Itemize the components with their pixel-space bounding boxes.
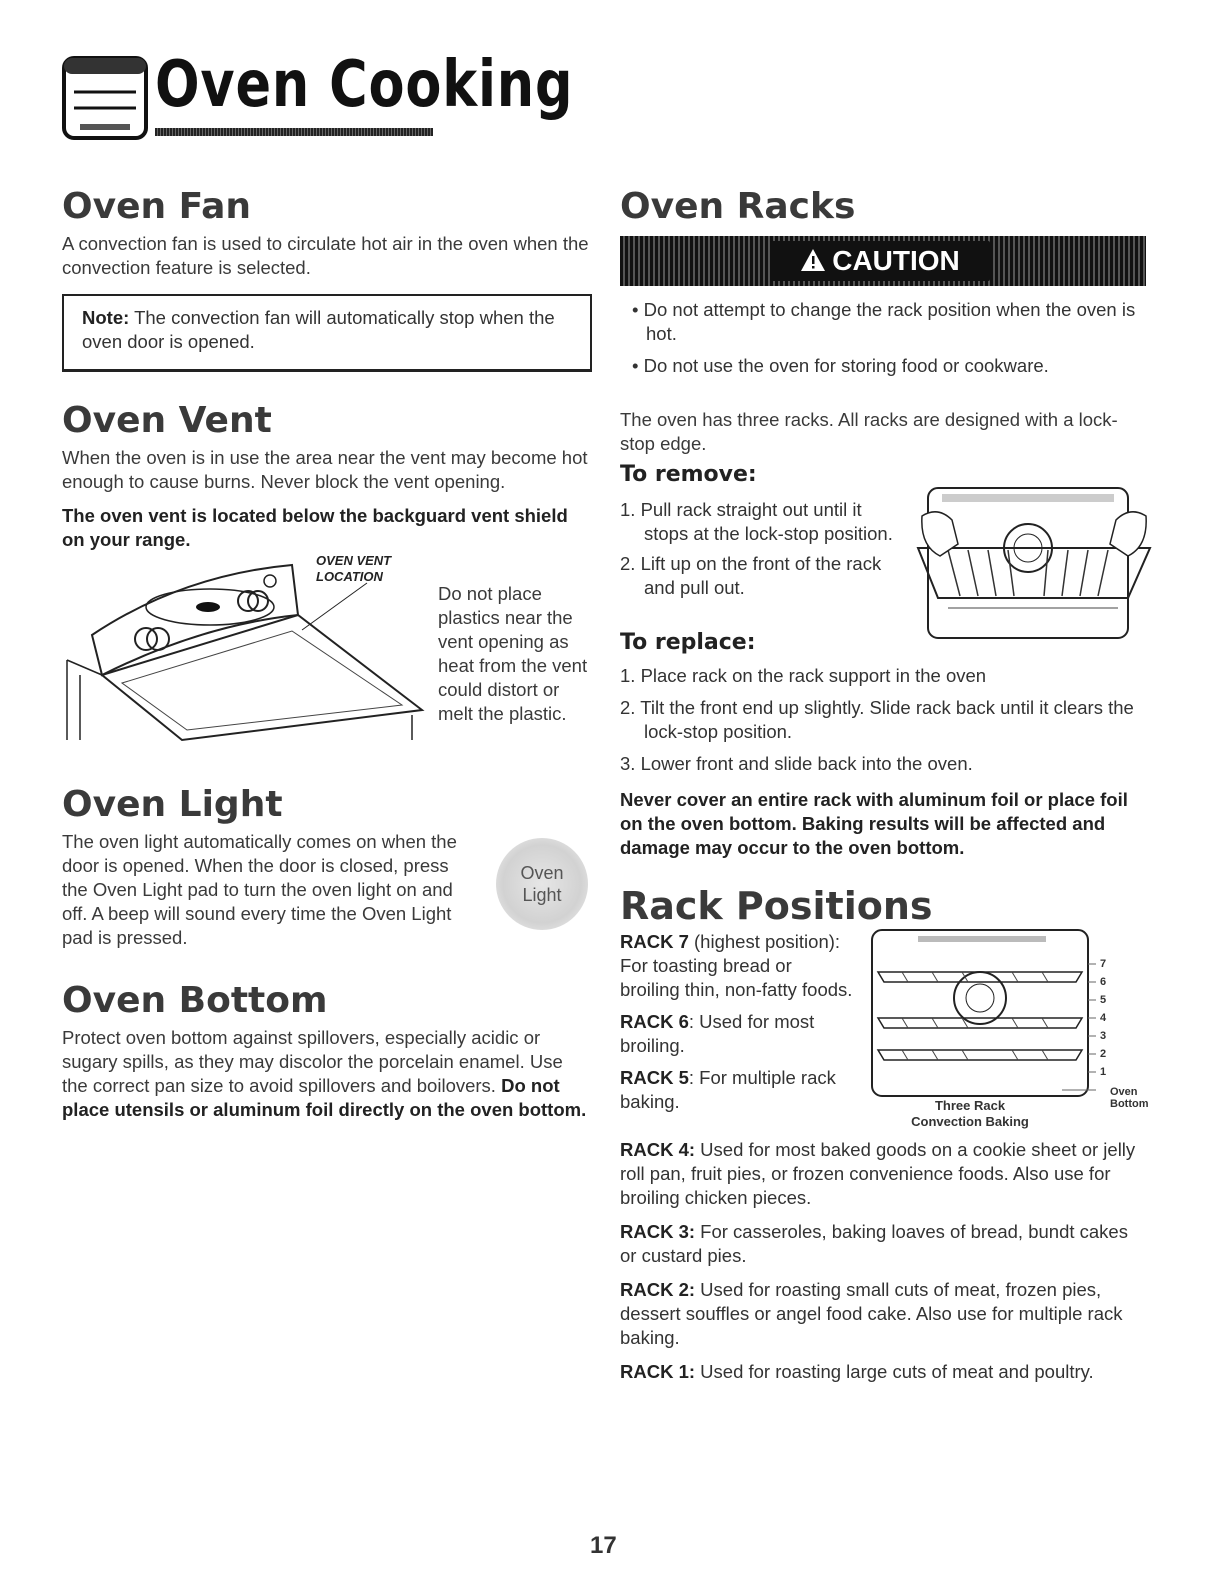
caution-list [628, 298, 1148, 386]
rack-number: 4 [1100, 1012, 1107, 1024]
oven-racks-title: Oven Racks [620, 186, 856, 227]
oven-icon [62, 56, 148, 145]
oven-vent-text: When the oven is in use the area near the vent may become hot enough to cause burns. Never block the vent opening. [62, 447, 588, 492]
oven-vent-bold-text: The oven vent is located below the backguard vent shield on your range. [62, 505, 568, 550]
oven-bottom-bold-text: Do not place utensils or aluminum foil directly on the oven bottom. [62, 1075, 587, 1120]
oven-light-pad: Oven Light [496, 838, 588, 930]
rack-item: RACK 3: For casseroles, baking loaves of bread, bundt cakes or custard pies. [620, 1221, 1128, 1266]
rack-number-list [1100, 958, 1120, 1084]
replace-steps [620, 664, 1140, 776]
remove-step: 2. Lift up on the front of the rack and pull out. [620, 553, 882, 598]
replace-step: 1. Place rack on the rack support in the oven [620, 665, 987, 686]
rack-item: RACK 1: Used for roasting large cuts of meat and poultry. [620, 1361, 1094, 1382]
rack-number: 2 [1100, 1048, 1107, 1060]
rack-foil-warning: Never cover an entire rack with aluminum foil or place foil on the oven bottom. Baking results will be affected and damage may occur to the oven bottom. [620, 789, 1128, 858]
rack-number: 1 [1100, 1066, 1107, 1078]
oven-racks-intro: The oven has three racks. All racks are designed with a lock-stop edge. [620, 409, 1118, 454]
rack-item: RACK 4: Used for most baked goods on a cookie sheet or jelly roll pan, fruit pies, or frozen convenience foods. Also use for broiling chicken pieces. [620, 1139, 1136, 1208]
rack-positions-illustration [862, 928, 1098, 1105]
caution-item: • Do not use the oven for storing food or cookware. [632, 355, 1049, 376]
remove-title: To remove: [620, 462, 757, 487]
page-number: 17 [590, 1532, 617, 1559]
caution-item: • Do not attempt to change the rack position when the oven is hot. [632, 299, 1136, 344]
note-box [62, 294, 592, 372]
remove-steps [620, 498, 900, 600]
replace-step: 2. Tilt the front end up slightly. Slide rack back until it clears the lock-stop position. [620, 697, 1134, 742]
oven-light-text: The oven light automatically comes on when the door is opened. When the door is closed, press the Oven Light pad to turn the oven light on and off. A beep will sound every time the Oven Light pad is pressed. [62, 831, 457, 948]
rack-list-top [620, 930, 855, 1114]
vent-location-label: OVEN VENT LOCATION [316, 553, 392, 584]
rack-item: RACK 5: For multiple rack baking. [620, 1067, 836, 1112]
rack-number: 6 [1100, 976, 1107, 988]
oven-vent-title: Oven Vent [62, 400, 272, 441]
rack-number: 7 [1100, 958, 1107, 970]
oven-fan-text: A convection fan is used to circulate hot air in the oven when the convection feature is selected. [62, 233, 589, 278]
replace-step: 3. Lower front and slide back into the oven. [620, 753, 973, 774]
rack-number: 3 [1100, 1030, 1107, 1042]
replace-title: To replace: [620, 630, 756, 655]
rack-removal-illustration [918, 486, 1150, 649]
oven-vent-side-text: Do not place plastics near the vent opening as heat from the vent could distort or melt the plastic. [438, 583, 588, 724]
oven-bottom-label: Oven Bottom [1110, 1086, 1149, 1110]
note-label: Note: [82, 307, 130, 328]
rack-number: 5 [1100, 994, 1107, 1006]
rack-item: RACK 6: Used for most broiling. [620, 1011, 815, 1056]
page-header-title: Oven Cooking [155, 48, 574, 122]
caution-label: CAUTION [770, 241, 990, 281]
rack-item: RACK 2: Used for roasting small cuts of meat, frozen pies, dessert souffles or angel food cake. Also use for multiple rack baking. [620, 1279, 1123, 1348]
warning-triangle-icon [800, 243, 826, 283]
rack-list-bottom [620, 1138, 1140, 1384]
remove-step: 1. Pull rack straight out until it stops at the lock-stop position. [620, 499, 893, 544]
rack-item: RACK 7 (highest position): For toasting bread or broiling thin, non-fatty foods. [620, 931, 853, 1000]
note-text: The convection fan will automatically stop when the oven door is opened. [82, 307, 555, 352]
oven-bottom-title: Oven Bottom [62, 980, 328, 1021]
oven-light-title: Oven Light [62, 784, 283, 825]
oven-bottom-text: Protect oven bottom against spillovers, especially acidic or sugary spills, as they may discolor the porcelain enamel. Use the correct pan size to avoid spillovers and boilovers. Do not place utensils or aluminum foil directly on the oven bottom. [62, 1027, 587, 1120]
rack-diagram-caption: Three Rack Convection Baking [911, 1098, 1029, 1129]
oven-fan-title: Oven Fan [62, 186, 252, 227]
rack-positions-title: Rack Positions [620, 884, 933, 928]
header-rule [155, 128, 433, 136]
